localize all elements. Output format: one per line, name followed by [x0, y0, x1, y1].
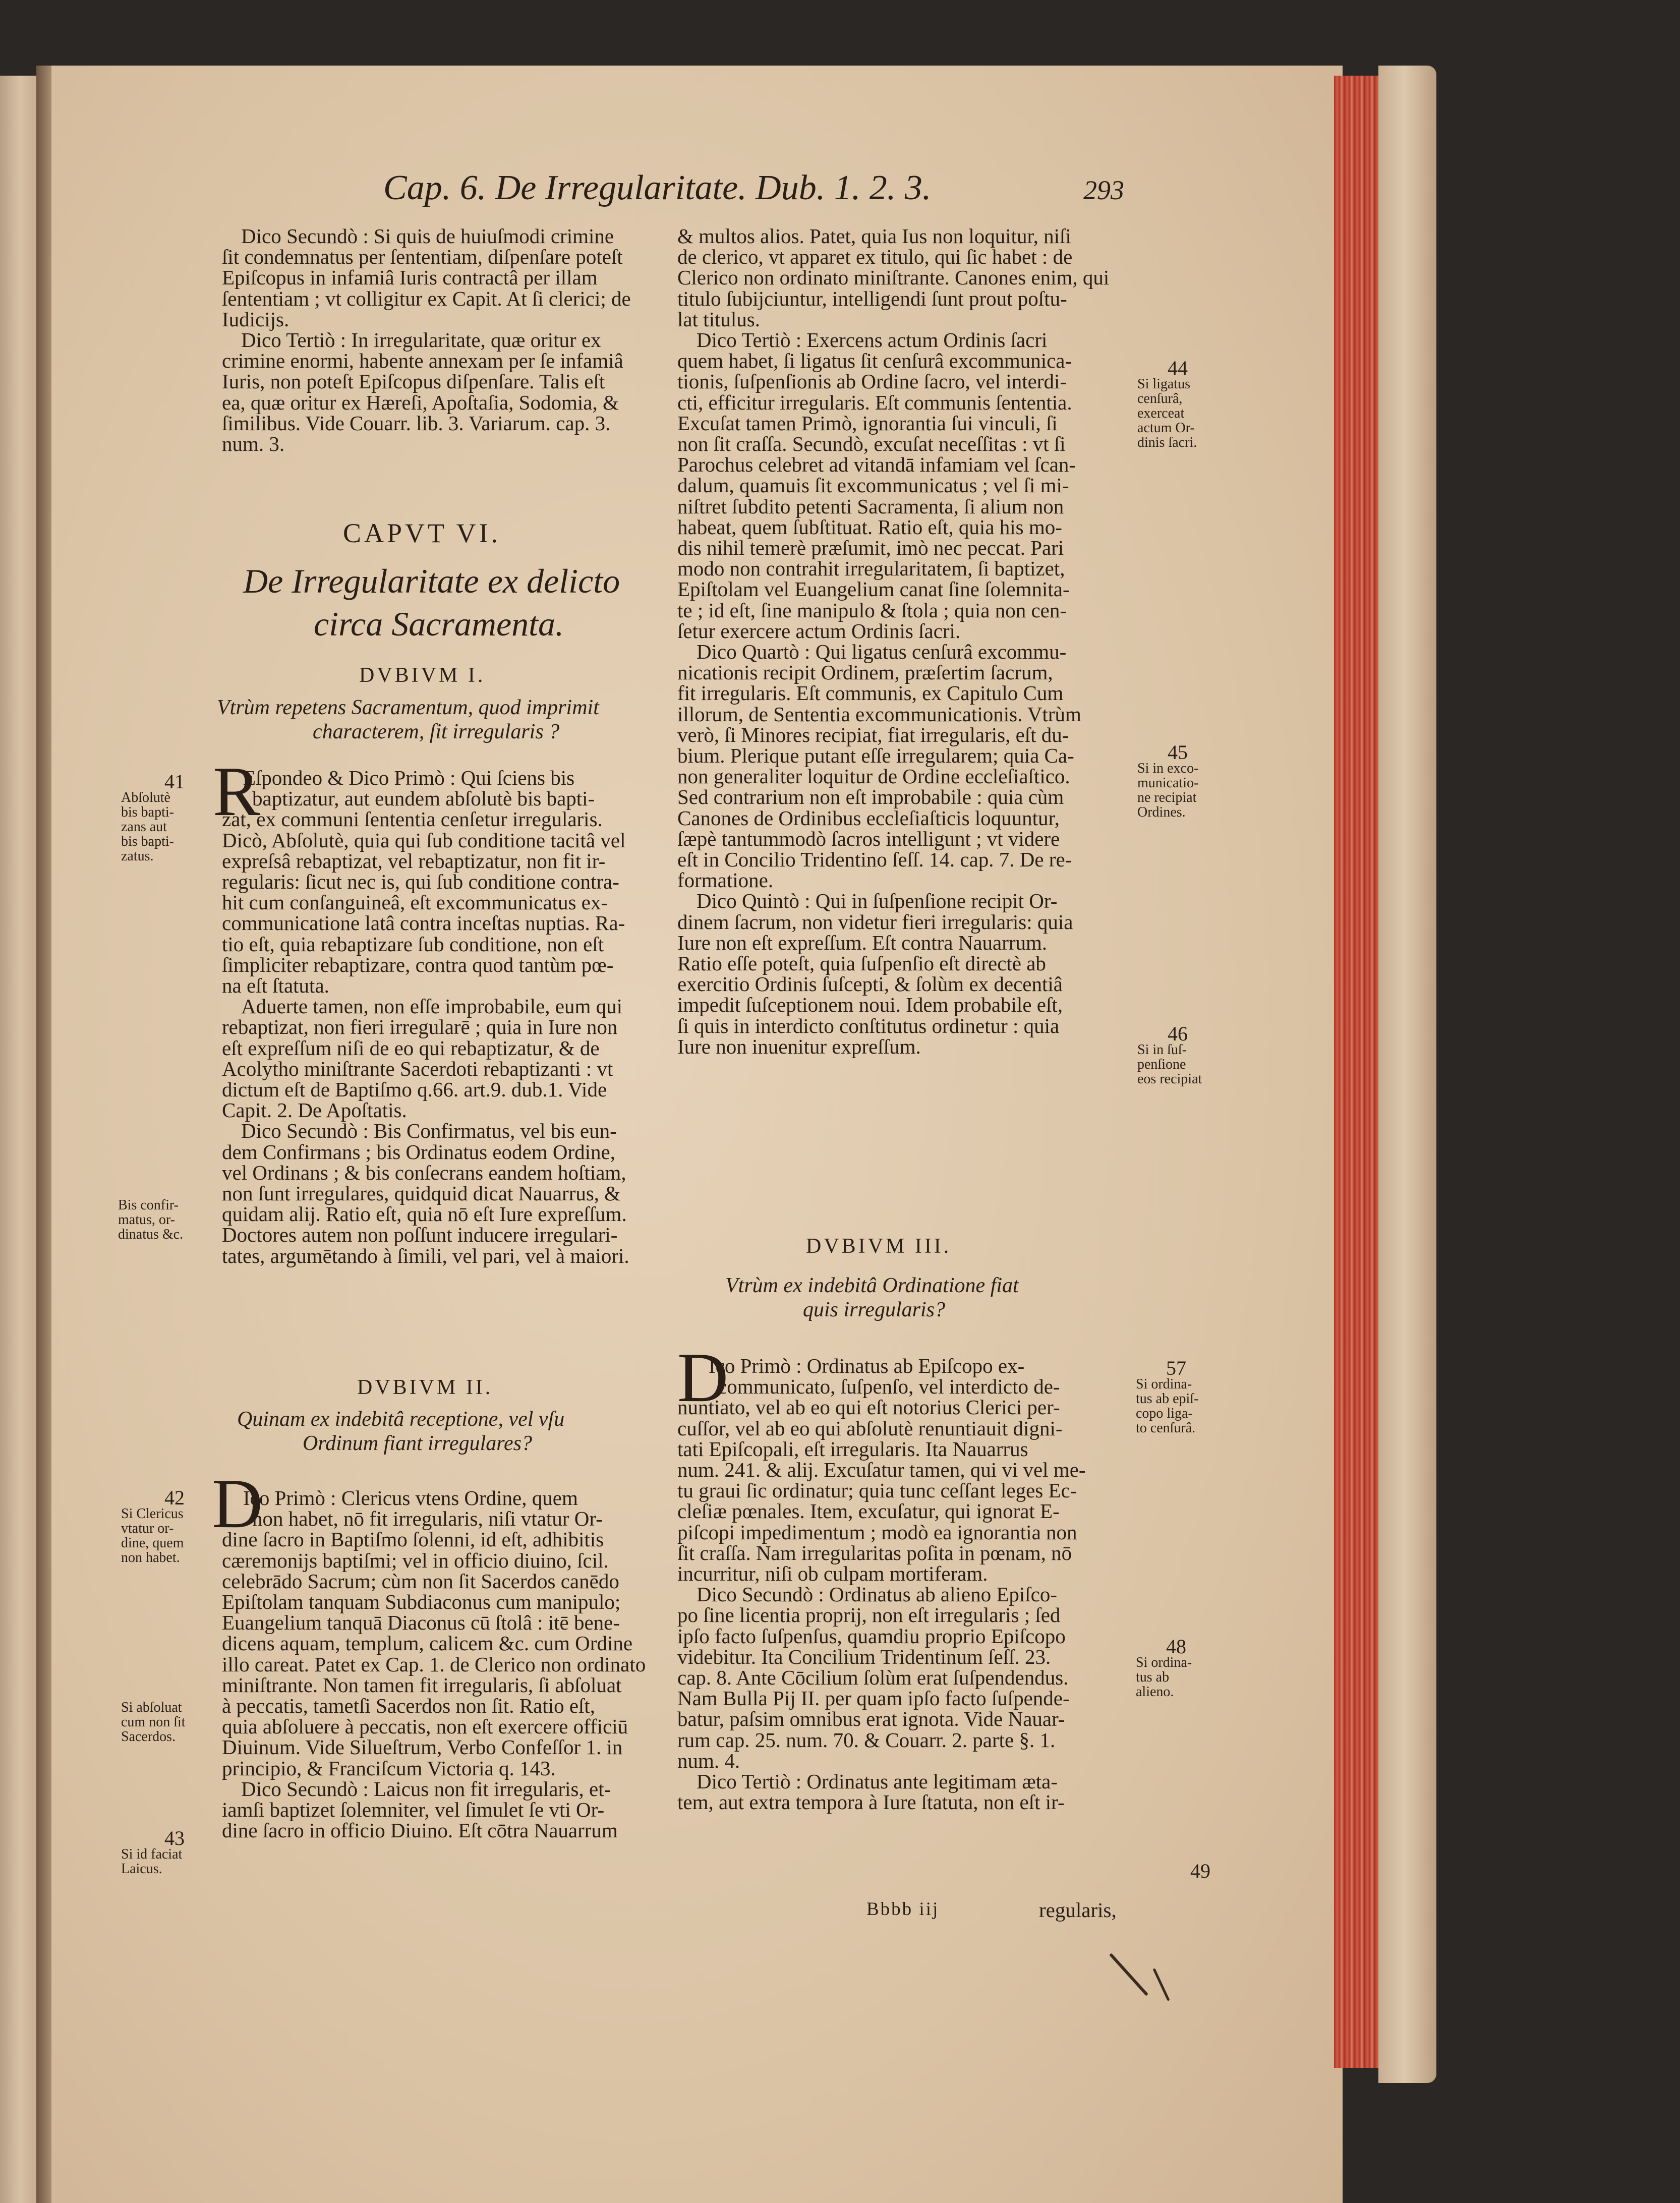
text-line: num. 3.: [222, 432, 285, 455]
text-line: non ſunt irregulares, quidquid dicat Nauarrus, &: [222, 1182, 621, 1205]
text-line: celebrādo Sacrum; cùm non ſit Sacerdos canēdo: [222, 1569, 619, 1593]
margin-note-line: Si ligatus: [1137, 376, 1191, 392]
text-line: rum cap. 25. num. 70. & Couarr. 2. parte §. 1.: [677, 1728, 1056, 1752]
margin-note-line: Si abſoluat: [121, 1700, 182, 1715]
text-line: Euangelium tanquā Diaconus cū ſtolâ : itē bene-: [222, 1611, 620, 1635]
margin-note-line: dinis ſacri.: [1137, 435, 1197, 450]
text-line: ſimpliciter rebaptizare, contra quod tantùm pœ-: [222, 953, 614, 976]
text-line: cap. 8. Ante Cōcilium ſolùm erat ſuſpendendus.: [677, 1666, 1069, 1689]
text-line: Parochus celebret ad vitandā infamiam vel ſcan-: [677, 453, 1076, 477]
text-line: Dico Secundò : Laicus non fit irregularis, et-: [241, 1777, 611, 1801]
dubium-heading: DVBIVM I.: [359, 664, 486, 687]
text-line: expreſsâ rebaptizat, vel rebaptizatur, non fit ir-: [222, 849, 606, 873]
dubium-question: characterem, ſit irregularis ?: [313, 720, 560, 743]
text-line: eſt in Concilio Tridentino ſeſſ. 14. cap. 7. De re-: [677, 848, 1072, 871]
text-line: & multos alios. Patet, quia Ius non loquitur, niſi: [677, 224, 1071, 248]
text-line: ſæpè tantummodò ſacros intelligunt ; vt videre: [677, 827, 1060, 850]
margin-note-line: dinatus &c.: [118, 1227, 184, 1242]
catchword: regularis,: [1039, 1898, 1117, 1922]
text-line: fit irregularis. Eſt communis, ex Capitulo Cum: [677, 681, 1064, 705]
text-line: tio eſt, quia rebaptizare ſub conditione, non eſt: [222, 932, 604, 956]
dubium-question: Vtrùm repetens Sacramentum, quod imprimit: [217, 696, 599, 719]
text-line: dictum eſt de Baptiſmo q.66. art.9. dub.1. Vide: [222, 1078, 607, 1101]
text-line: videbitur. Ita Concilium Tridentinum ſeſſ. 23.: [677, 1645, 1051, 1668]
text-line: dicens aquam, templum, calicem &c. cum Ordine: [222, 1632, 633, 1655]
text-line: na eſt ſtatuta.: [222, 974, 329, 997]
margin-note-line: cenſurâ,: [1137, 391, 1183, 407]
margin-note-line: bis bapti-: [121, 804, 174, 820]
margin-note-line: Si id faciat: [121, 1846, 183, 1862]
dubium-question: Vtrùm ex indebitâ Ordinatione fiat: [725, 1274, 1019, 1297]
text-line: Dico Secundò : Si quis de huiuſmodi crimine: [241, 224, 614, 248]
text-line: Dico Tertiò : Ordinatus ante legitimam æta-: [697, 1770, 1058, 1793]
text-line: Sed contrarium non eſt improbabile : quia cùm: [677, 785, 1064, 809]
margin-note-number: 41: [164, 770, 185, 793]
text-line: te ; id eſt, ſine manipulo & ſtola ; quia non cen-: [677, 598, 1067, 622]
margin-note-line: vtatur or-: [121, 1521, 174, 1536]
margin-note-line: tus ab: [1136, 1669, 1170, 1685]
margin-note-number: 45: [1168, 741, 1188, 764]
text-line: ſi quis in interdicto conſtitutus ordinetur : quia: [677, 1014, 1060, 1037]
dubium-heading: DVBIVM III.: [806, 1235, 952, 1258]
text-line: cæremonijs baptiſmi; vel in officio diuino, ſcil.: [222, 1548, 609, 1572]
text-line: tem, aut extra tempora à Iure ſtatuta, non eſt ir-: [677, 1790, 1065, 1814]
text-line: Iure non eſt expreſſum. Eſt contra Nauarrum.: [677, 931, 1048, 954]
margin-note-number: 46: [1168, 1022, 1188, 1045]
text-line: eſt expreſſum niſi de eo qui rebaptizatur, & de: [222, 1036, 600, 1060]
dubium-question: quis irregularis?: [803, 1298, 945, 1321]
margin-note-line: to cenſurâ.: [1136, 1420, 1196, 1436]
text-line: illo careat. Patet ex Cap. 1. de Clerico non ordinato: [222, 1652, 646, 1676]
text-line: verò, ſi Minores recipiat, fiat irregularis, eſt du-: [677, 723, 1069, 746]
text-line: piſcopi impedimentum ; modò ea ignorantia non: [677, 1520, 1077, 1544]
text-line: habeat, quem ſubſtituat. Ratio eſt, quia his mo-: [677, 515, 1062, 539]
text-line: rebaptizat, non fieri irregularē ; quia in Iure non: [222, 1015, 618, 1039]
text-line: Dico Tertiò : In irregularitate, quæ oritur ex: [241, 328, 601, 352]
book-gutter: [36, 66, 51, 2203]
text-line: Epiſcopus in infamiâ Iuris contractâ per illam: [222, 266, 598, 289]
text-line: niſtret ſubdito petenti Sacramenta, ſi alium non: [677, 494, 1064, 518]
text-line: Capit. 2. De Apoſtatis.: [222, 1098, 407, 1122]
text-line: quidam alij. Ratio eſt, quia nō eſt Iure expreſſum.: [222, 1202, 627, 1226]
margin-note-line: Bis confir-: [118, 1197, 179, 1213]
margin-note-line: Si ordina-: [1136, 1655, 1192, 1670]
drop-initial: R: [213, 752, 260, 831]
red-page-edge: [1334, 76, 1379, 2068]
page-number: 293: [1083, 175, 1124, 205]
text-line: Iudicijs.: [222, 307, 289, 331]
fore-edge: [1378, 66, 1436, 2083]
text-line: crimine enormi, habente annexam per ſe infamiâ: [222, 349, 623, 373]
text-line: Doctores autem non poſſunt inducere irregulari-: [222, 1223, 618, 1247]
margin-note-number: 57: [1166, 1357, 1186, 1379]
text-line: Acolytho miniſtrante Sacerdoti rebaptizanti : vt: [222, 1057, 613, 1080]
text-line: num. 241. & alij. Excuſatur tamen, qui vi vel me-: [677, 1458, 1086, 1481]
text-line: ſimilibus. Vide Couarr. lib. 3. Variarum. cap. 3.: [222, 411, 611, 435]
margin-note-number: 43: [164, 1827, 185, 1849]
margin-note-number: 48: [1166, 1635, 1186, 1658]
text-line: illorum, de Sententia excommunicationis. Vtrùm: [677, 702, 1081, 726]
margin-note-line: tus ab epiſ-: [1136, 1391, 1199, 1407]
margin-note-line: zans aut: [121, 819, 167, 835]
text-line: tu graui ſic ordinatur; quia tunc ceſſant leges Ec-: [677, 1479, 1077, 1502]
chapter-title: De Irregularitate ex delicto: [243, 562, 620, 600]
text-line: dalum, quamuis ſit excommunicatus ; vel ſi mi-: [677, 474, 1069, 497]
margin-note-line: exerceat: [1137, 405, 1185, 421]
drop-initial: D: [212, 1465, 263, 1543]
text-line: Iuris, non poteſt Epiſcopus diſpenſare. Talis eſt: [222, 370, 605, 393]
text-line: nicationis recipit Ordinem, præſertim ſacrum,: [677, 661, 1053, 684]
margin-note-line: ne recipiat: [1137, 790, 1197, 805]
text-line: Ratio eſſe poteſt, quia ſuſpenſio eſt directè ab: [677, 952, 1046, 975]
text-line: Excuſat tamen Primò, ignorantia ſui vinculi, ſi: [677, 411, 1058, 435]
margin-note-line: copo liga-: [1136, 1406, 1193, 1421]
text-line: iamſi baptizet ſolemniter, vel ſimulet ſe vti Or-: [222, 1798, 605, 1821]
text-line: regularis: ſicut nec is, qui ſub conditione contra-: [222, 870, 619, 893]
margin-note-number: 44: [1168, 357, 1188, 379]
margin-note-line: zatus.: [121, 848, 154, 864]
text-line: Dicò, Abſolutè, quia qui ſub conditione tacitâ vel: [222, 828, 626, 852]
text-line: dis nihil temerè præſumit, imò nec peccat. Pari: [677, 536, 1064, 559]
text-line: ea, quæ oritur ex Hæreſi, Apoſtaſia, Sodomia, &: [222, 390, 619, 414]
text-line: Dico Tertiò : Exercens actum Ordinis ſacri: [697, 328, 1048, 352]
text-line: batur, paſsim omnibus erat ignota. Vide Nauar-: [677, 1707, 1065, 1731]
text-line: ſetur exercere actum Ordinis ſacri.: [677, 619, 961, 643]
margin-note-line: Si Clericus: [121, 1506, 184, 1522]
margin-note-line: Si in exco-: [1137, 761, 1199, 776]
text-line: num. 4.: [677, 1749, 740, 1772]
text-line: de clerico, vt apparet ex titulo, qui ſic habet : de: [677, 245, 1073, 269]
margin-note-line: Laicus.: [121, 1861, 162, 1877]
margin-note-line: cum non ſit: [121, 1714, 186, 1730]
text-line: bium. Plerique putant eſſe irregularem; quia Ca-: [677, 744, 1074, 767]
text-line: tionis, ſuſpenſionis ab Ordine ſacro, vel interdi-: [677, 370, 1067, 393]
text-line: communicatione latâ contra inceſtas nuptias. Ra-: [222, 911, 625, 935]
margin-note-line: actum Or-: [1137, 420, 1195, 436]
margin-note-line: Abſolutè: [121, 790, 170, 805]
text-line: ſententiam ; vt colligitur ex Capit. At ſi clerici; de: [222, 286, 631, 310]
text-line: tates, argumētando à ſimili, vel pari, vel à maiori.: [222, 1244, 629, 1267]
caput-heading: CAPVT VI.: [343, 518, 501, 548]
text-line: Canones de Ordinibus eccleſiaſticis loquuntur,: [677, 806, 1060, 830]
margin-note-line: Si in ſuſ-: [1137, 1042, 1187, 1058]
dubium-question: Ordinum fiant irregulares?: [303, 1432, 533, 1455]
margin-note-number: 49: [1190, 1860, 1210, 1882]
text-line: Eſpondeo & Dico Primò : Qui ſciens bis: [243, 766, 575, 789]
text-line: tati Epiſcopali, eſt irregularis. Ita Nauarrus: [677, 1437, 1028, 1461]
text-line: cleſiæ pœnales. Item, excuſatur, qui ignorat E-: [677, 1499, 1060, 1523]
text-line: non ſit craſſa. Secundò, excuſat neceſſitas : vt ſi: [677, 432, 1066, 455]
chapter-title: circa Sacramenta.: [314, 605, 564, 643]
text-line: formatione.: [677, 868, 774, 892]
text-line: ipſo facto ſuſpenſus, quamdiu proprio Epiſcopo: [677, 1624, 1066, 1648]
running-header: Cap. 6. De Irregularitate. Dub. 1. 2. 3.: [383, 168, 932, 207]
margin-note-line: matus, or-: [118, 1212, 175, 1228]
text-line: impedit ſuſceptionem noui. Idem probabile eſt,: [677, 993, 1063, 1017]
margin-note-line: Sacerdos.: [121, 1729, 176, 1745]
text-line: ſit craſſa. Nam irregularitas poſita in pœnam, nō: [677, 1541, 1072, 1564]
text-line: miniſtrante. Non tamen fit irregularis, ſi abſoluat: [222, 1673, 622, 1697]
text-line: modo non contrahit irregularitatem, ſi baptizet,: [677, 557, 1065, 581]
margin-note-line: municatio-: [1137, 775, 1199, 791]
text-line: Epiſtolam vel Euangelium canat ſine ſolemnita-: [677, 577, 1070, 601]
drop-initial: D: [677, 1339, 729, 1417]
text-line: incurritur, niſi ob culpam mortiferam.: [677, 1562, 988, 1585]
text-line: Ico Primò : Clericus vtens Ordine, quem: [243, 1486, 578, 1510]
signature-mark: Bbbb iij: [866, 1899, 940, 1920]
text-line: vel Ordinans ; & bis conſecrans eandem hoſtiam,: [222, 1161, 626, 1184]
text-line: Aduerte tamen, non eſſe improbabile, eum qui: [241, 995, 622, 1018]
text-line: cuſſor, vel ab eo qui abſolutè renuntiauit digni-: [677, 1416, 1063, 1440]
text-line: exercitio Ordinis ſuſcepti, & ſolùm ex decentiâ: [677, 972, 1063, 996]
margin-note-line: alieno.: [1136, 1684, 1174, 1700]
text-line: dine ſacro in Baptiſmo ſolenni, id eſt, adhibitis: [222, 1528, 604, 1551]
text-line: Dico Quartò : Qui ligatus cenſurâ excommu-: [697, 640, 1067, 663]
text-line: Epiſtolam tanquam Subdiaconus cum manipulo;: [222, 1590, 621, 1613]
margin-note-line: Ordines.: [1137, 804, 1186, 820]
margin-note-line: eos recipiat: [1137, 1071, 1202, 1087]
text-line: principio, & Franciſcum Victoria q. 143.: [222, 1756, 556, 1780]
text-line: cti, efficitur irregularis. Eſt communis ſententia.: [677, 390, 1072, 414]
margin-note-line: Si ordina-: [1136, 1376, 1192, 1392]
text-line: po ſine licentia proprij, non eſt irregularis ; ſed: [677, 1603, 1061, 1627]
text-line: quem habet, ſi ligatus ſit cenſurâ excommunica-: [677, 349, 1072, 373]
text-line: nuntiato, vel ab eo qui eſt notorius Clerici per-: [677, 1396, 1060, 1419]
text-line: Dico Quintò : Qui in ſuſpenſione recipit Or-: [697, 889, 1058, 913]
text-line: ſit condemnatus per ſententiam, diſpenſare poteſt: [222, 245, 623, 269]
text-line: Nam Bulla Pij II. per quam ipſo facto ſuſpende-: [677, 1687, 1070, 1710]
margin-note-line: non habet.: [121, 1550, 180, 1566]
text-line: zat, ex communi ſententia cenſetur irregularis.: [222, 807, 603, 831]
text-line: communicato, ſuſpenſo, vel interdicto de-: [718, 1375, 1060, 1399]
text-line: Diuinum. Vide Silueſtrum, Verbo Confeſſor 1. in: [222, 1735, 623, 1759]
text-line: Clerico non ordinato miniſtrante. Canones enim, qui: [677, 266, 1110, 289]
text-line: quia abſoluere à peccatis, non eſt exercere officiū: [222, 1715, 628, 1738]
text-line: lat titulus.: [677, 307, 760, 331]
text-line: Dico Secundò : Bis Confirmatus, vel bis eun-: [241, 1119, 617, 1143]
text-line: à peccatis, tametſi Sacerdos non ſit. Ratio eſt,: [222, 1694, 596, 1717]
left-page-edge: [0, 76, 36, 2203]
text-line: Ico Primò : Ordinatus ab Epiſcopo ex-: [709, 1354, 1025, 1377]
text-line: dine ſacro in officio Diuino. Eſt cōtra Nauarrum: [222, 1819, 618, 1842]
text-line: Dico Secundò : Ordinatus ab alieno Epiſco-: [697, 1583, 1058, 1606]
text-line: non habet, nō fit irregularis, niſi vtatur Or-: [252, 1507, 603, 1531]
text-line: non generaliter loquitur de Ordine eccleſiaſtico.: [677, 765, 1070, 788]
margin-note-line: penſione: [1137, 1057, 1186, 1072]
dubium-heading: DVBIVM II.: [357, 1376, 493, 1399]
margin-note-number: 42: [164, 1486, 185, 1509]
text-line: dem Confirmans ; bis Ordinatus eodem Ordine,: [222, 1140, 616, 1164]
text-line: baptizatur, aut eundem abſolutè bis bapti-: [252, 787, 595, 810]
margin-note-line: bis bapti-: [121, 834, 174, 849]
text-line: hit cum conſanguineâ, eſt excommunicatus ex-: [222, 891, 608, 914]
dubium-question: Quinam ex indebitâ receptione, vel vſu: [237, 1408, 565, 1431]
text-line: dinem ſacrum, non videtur fieri irregularis: quia: [677, 910, 1073, 934]
margin-note-line: dine, quem: [121, 1535, 184, 1551]
text-line: titulo ſubijciuntur, intelligendi ſunt prout poſtu-: [677, 286, 1067, 310]
text-line: Iure non inuenitur expreſſum.: [677, 1034, 921, 1058]
